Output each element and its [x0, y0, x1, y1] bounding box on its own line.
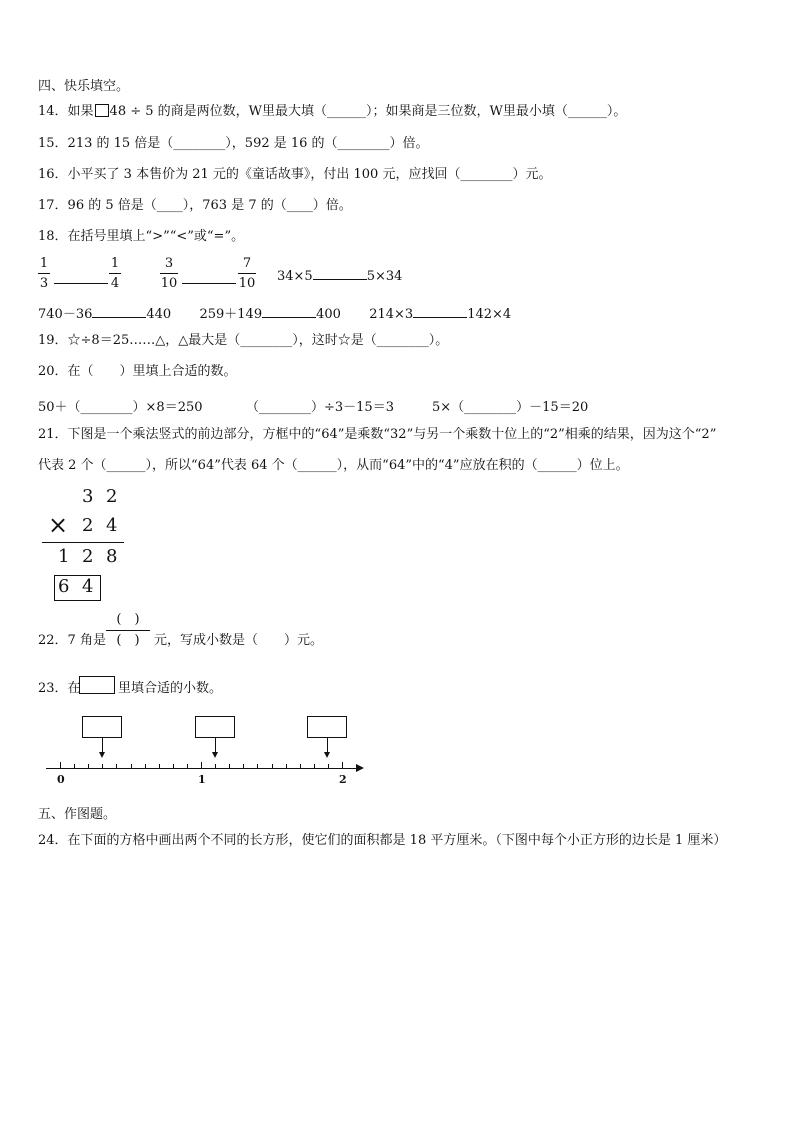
digit: 8: [106, 546, 118, 567]
numerator: 1: [39, 256, 49, 271]
fraction-1-4: [109, 256, 121, 291]
digit: 2: [106, 486, 118, 507]
number-line-box-1[interactable]: [82, 716, 122, 738]
denominator: 4: [110, 276, 120, 291]
axis-tick: [257, 764, 258, 768]
digit: 1: [58, 546, 70, 567]
q14-text: 48 ÷ 5 的商是两位数，W里最大填（______）；如果商是三位数，W里最小填（______）。: [109, 104, 627, 119]
arrow-down-icon: [212, 752, 218, 758]
q14-prefix: 14．如果: [38, 104, 94, 119]
axis-arrow-icon: [356, 764, 364, 772]
axis-tick: [187, 764, 188, 768]
section-5-title: 五、作图题。: [38, 807, 117, 822]
digit: 3: [82, 486, 94, 507]
multiply-sign: ×: [48, 511, 69, 539]
denominator: 3: [39, 276, 49, 291]
question-21-line-1: 21．下图是一个乘法竖式的前边部分，方框中的“64”是乘数“32”与另一个乘数十位上的“2”相乘的结果，因为这个“2”: [38, 427, 717, 442]
q20-equation-2: （________）÷3－15＝3: [246, 400, 394, 415]
paren-denominator: ( ): [116, 633, 140, 648]
label-1: 1: [198, 773, 206, 786]
expr-142x4: 142×4: [467, 307, 512, 322]
digit: 4: [106, 515, 118, 536]
denominator: 10: [238, 276, 256, 291]
denominator: 10: [160, 276, 178, 291]
numerator: 3: [164, 256, 174, 271]
numerator: 1: [110, 256, 120, 271]
question-19: 19．☆÷8＝25……△，△最大是（________），这时☆是（________）。: [38, 333, 449, 348]
fraction-1-3: [38, 256, 50, 291]
digit: 2: [82, 546, 94, 567]
fraction-7-10: [238, 256, 256, 291]
axis-tick: [286, 764, 287, 768]
axis-line: [46, 768, 358, 769]
compare-blank[interactable]: [413, 305, 467, 318]
digit: 6: [58, 576, 70, 597]
axis-tick: [300, 764, 301, 768]
sum-line: [42, 542, 124, 543]
axis-tick: [243, 764, 244, 768]
axis-tick: [60, 762, 61, 768]
axis-tick: [201, 762, 202, 768]
fraction-blank[interactable]: [106, 612, 150, 649]
axis-tick: [74, 764, 75, 768]
expr-400: 400: [316, 307, 341, 322]
q22-prefix: 22．7 角是: [38, 633, 106, 648]
q20-equation-3: 5×（________）－15＝20: [432, 400, 589, 415]
number-line-box-2[interactable]: [195, 716, 235, 738]
axis-tick: [229, 764, 230, 768]
fraction-bar: [238, 273, 256, 274]
expr-right: 5×34: [366, 269, 403, 284]
axis-tick: [131, 764, 132, 768]
expr-440: 440: [146, 307, 172, 322]
q23-suffix: 里填合适的小数。: [118, 681, 223, 696]
compare-row-2: [38, 303, 511, 322]
axis-tick: [116, 764, 117, 768]
axis-tick: [159, 764, 160, 768]
question-16: 16．小平买了 3 本售价为 21 元的《童话故事》，付出 100 元，应找回（________）元。: [38, 167, 552, 182]
compare-blank[interactable]: [92, 305, 146, 318]
answer-box[interactable]: [79, 676, 115, 694]
question-18-title: 18．在括号里填上“>”“<”或“=”。: [38, 229, 245, 244]
axis-tick: [145, 764, 146, 768]
number-line-box-3[interactable]: [307, 716, 347, 738]
question-15: 15．213 的 15 倍是（________），592 是 16 的（________）倍。: [38, 136, 429, 151]
arrow-down-icon: [324, 752, 330, 758]
axis-tick: [215, 764, 216, 768]
expr-259: 259＋149: [199, 307, 263, 322]
q22-suffix: 元，写成小数是（ ）元。: [154, 633, 324, 648]
fraction-3-10: [160, 256, 178, 291]
compare-34x5: [277, 267, 402, 284]
section-4-title: 四、快乐填空。: [38, 79, 130, 94]
paren-numerator: ( ): [116, 612, 140, 627]
digit: 4: [82, 576, 94, 597]
question-14: [38, 104, 626, 120]
question-24: 24．在下面的方格中画出两个不同的长方形，使它们的面积都是 18 平方厘米。（下图中每个小正方形的边长是 1 厘米）: [38, 833, 727, 848]
axis-tick: [102, 764, 103, 768]
expr-214x3: 214×3: [369, 307, 414, 322]
arrow-line: [327, 738, 328, 752]
question-20-title: 20．在（ ）里填上合适的数。: [38, 364, 237, 379]
question-17: 17．96 的 5 倍是（____），763 是 7 的（____）倍。: [38, 198, 352, 213]
axis-tick: [342, 762, 343, 768]
arrow-down-icon: [99, 752, 105, 758]
compare-blank[interactable]: [262, 305, 316, 318]
axis-tick: [314, 764, 315, 768]
compare-blank[interactable]: [54, 283, 108, 284]
question-21-line-2: 代表 2 个（______），所以“64”代表 64 个（______），从而“64”中的“4”应放在积的（______）位上。: [38, 458, 629, 473]
compare-blank[interactable]: [182, 283, 236, 284]
axis-tick: [88, 764, 89, 768]
fraction-bar: [38, 273, 50, 274]
axis-tick: [272, 764, 273, 768]
axis-tick: [328, 764, 329, 768]
arrow-line: [102, 738, 103, 752]
fraction-bar: [106, 630, 150, 631]
label-2: 2: [339, 773, 347, 786]
q20-equation-1: 50＋（________）×8＝250: [38, 400, 203, 415]
q23-prefix: 23．在: [38, 681, 81, 696]
label-0: 0: [57, 773, 65, 786]
digit: 2: [82, 515, 94, 536]
expr-left: 34×5: [277, 269, 313, 284]
compare-blank[interactable]: [313, 267, 367, 280]
numerator: 7: [242, 256, 252, 271]
arrow-line: [215, 738, 216, 752]
fraction-bar: [160, 273, 178, 274]
expr-740: 740－36: [38, 307, 93, 322]
fraction-bar: [109, 273, 121, 274]
axis-tick: [173, 764, 174, 768]
answer-box[interactable]: [95, 104, 109, 117]
